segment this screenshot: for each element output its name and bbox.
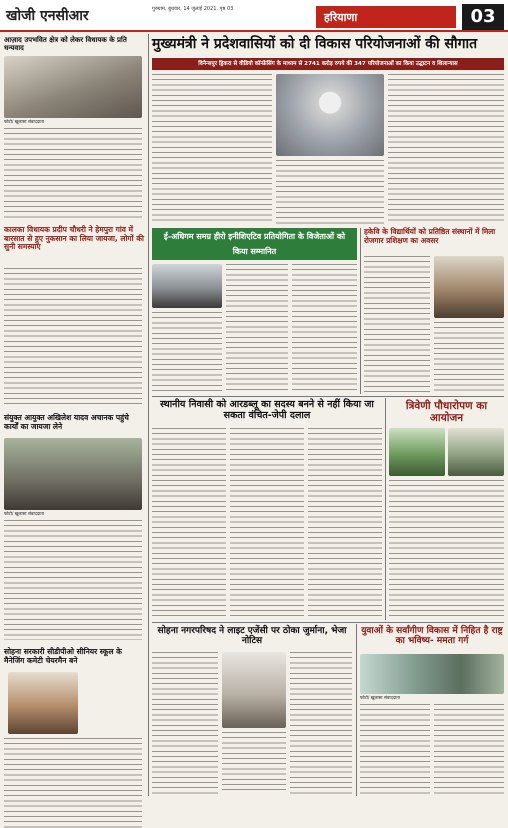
article-photo	[448, 428, 504, 476]
column-rule	[148, 34, 149, 796]
article-body-text	[308, 428, 382, 618]
article-body-text	[152, 74, 272, 224]
column-rule	[356, 624, 357, 796]
article-body-text	[226, 264, 288, 392]
row-rule	[152, 396, 504, 397]
column-rule	[360, 228, 361, 394]
section-title: हरियाणा	[316, 6, 456, 28]
article-photo	[4, 438, 142, 510]
article-body-text	[434, 322, 504, 392]
article-body-text	[4, 520, 142, 640]
article-body-text	[4, 128, 142, 218]
row-rule	[152, 622, 504, 623]
lead-deck: विनैन्सपुर ड्रिकरा से वीडियो कॉन्फ्रेंसिंग के माध्यम से 2741 करोड़ रुपये की 347 परियोजनाओं का किया उद्घाटन व शिलान्यास	[152, 58, 504, 70]
article-body-text	[276, 160, 384, 224]
article-photo	[4, 56, 142, 118]
article-headline: ई-अधिगम समग्र हीरो इनीशिएटिव प्रतियोगिता के विजेताओं को किया सम्मानित	[152, 228, 357, 260]
article-body-text	[152, 428, 226, 618]
lead-headline: मुख्यमंत्री ने प्रदेशवासियों को दी विकास परियोजनाओं की सौगात	[152, 36, 478, 52]
article-body-text	[152, 652, 218, 794]
article-body-text	[4, 268, 142, 408]
article-headline: आज़ाद उपभवित क्षेत्र को लेकर विधायक के प्रति धन्यवाद	[4, 36, 127, 53]
article-headline: सोहना सरकारी सीडीपीओ सीनियर स्कूल के मैनेजिंग कमेटी चेयरमैन बने	[4, 647, 122, 665]
article-body-text	[389, 480, 504, 618]
article-headline: हकेवि के विद्यार्थियों को प्रतिष्ठित संस्थानों में मिला रोजगार प्रशिक्षण का अवसर	[364, 227, 496, 245]
article-body-text	[292, 264, 357, 392]
photo-caption: फोटो/ खुलासा संवाददाता	[4, 120, 44, 125]
article-photo	[222, 652, 286, 728]
article-headline: त्रिवेणी पौधारोपण का आयोजन	[405, 400, 488, 425]
article-body-text	[360, 704, 430, 794]
article-headline: युवाओं के सर्वांगीण विकास में निहित है राष्ट्र का भविष्य- ममता गर्ग	[361, 626, 503, 647]
article-photo	[360, 654, 504, 694]
masthead	[0, 0, 508, 32]
article-body-text	[364, 256, 430, 392]
article-body-text	[290, 652, 352, 794]
article-body-text	[222, 732, 286, 794]
article-headline: स्थानीय निवासी को आरडब्लू का सदस्य बनने से नहीं किया जा सकता वंचित-जेपी दलाल	[160, 399, 374, 421]
photo-caption: फोटो/ खुलासा संवाददाता	[360, 696, 400, 701]
newspaper-logo: खोजी एनसीआर	[6, 8, 89, 24]
column-rule	[385, 398, 386, 620]
lead-photo	[276, 74, 384, 156]
dateline: गुरुग्राम, बुधवार, 14 जुलाई 2021, पृष्ठ 03	[152, 6, 234, 12]
article-body-text	[388, 74, 504, 224]
article-body-text	[4, 738, 142, 828]
article-photo	[434, 256, 504, 318]
article-photo	[389, 428, 445, 476]
article-photo	[8, 672, 78, 734]
article-body-text	[230, 428, 304, 618]
page-number: 03	[462, 4, 504, 30]
article-body-text	[152, 312, 222, 392]
article-headline: कालका विधायक प्रदीप चौधरी ने हेमपुरा गांव में बारसात से हुए नुकसान का लिया जायजा, लोगों की सुनी समस्याएं	[4, 225, 144, 252]
article-headline: संयुक्त आयुक्त अखिलेश यादव अचानक पहुंचे कार्यों का जायजा लेने	[4, 413, 129, 431]
article-body-text	[434, 704, 504, 794]
photo-caption: फोटो/ खुलासा संवाददाता	[4, 512, 44, 517]
article-photo	[152, 264, 222, 308]
article-headline: सोहना नगरपरिषद ने लाइट एजेंसी पर ठोका जुर्माना, भेजा नोटिस	[157, 626, 347, 647]
